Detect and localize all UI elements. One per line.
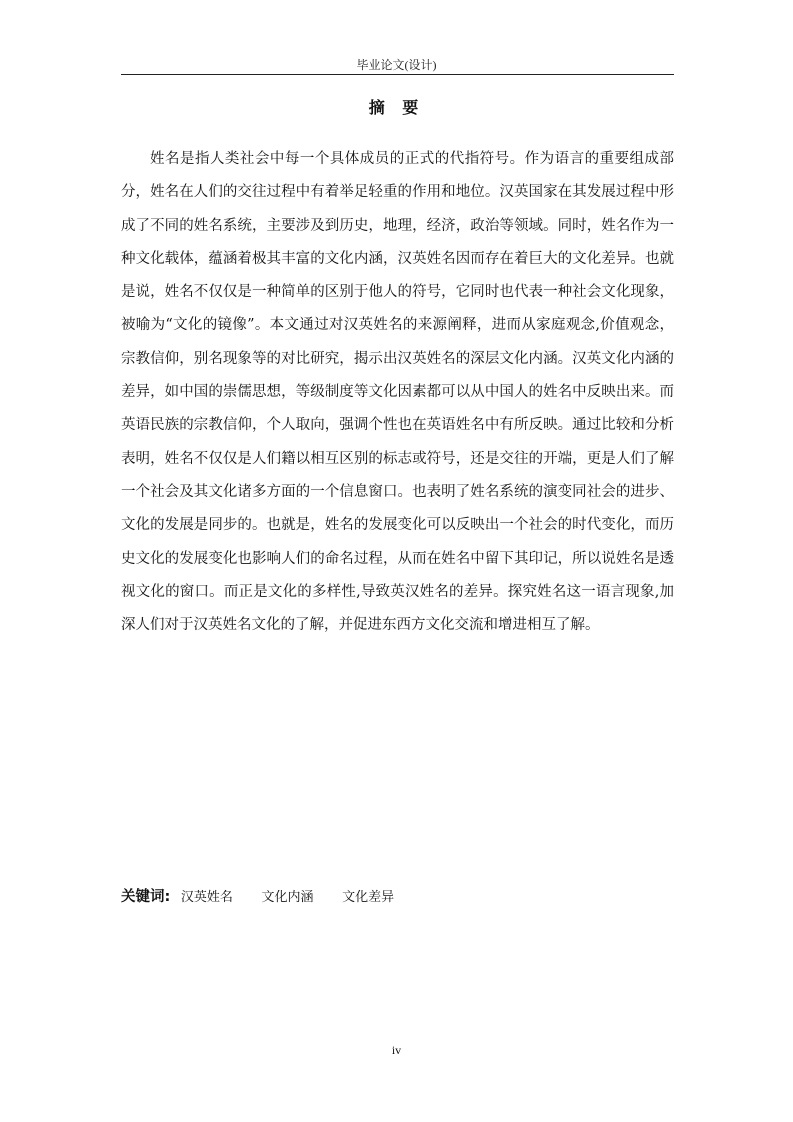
abstract-body: 姓名是指人类社会中每一个具体成员的正式的代指符号。作为语言的重要组成部分，姓名在人们的交往过程中有着举足轻重的作用和地位。汉英国家在其发展过程中形成了不同的姓名系统，主要涉及到历史，地理，经济，政治等领域。同时，姓名作为一种文化载体，蕴涵着极其丰富的文化内涵，汉英姓名因而存在着巨大的文化差异。也就是说，姓名不仅仅是一种简单的区别于他人的符号，它同时也代表一种社会文化现象，被喻为“文化的镜像”。本文通过对汉英姓名的来源阐释，进而从家庭观念,价值观念，宗教信仰，别名现象等的对比研究，揭示出汉英姓名的深层文化内涵。汉英文化内涵的差异，如中国的崇儒思想，等级制度等文化因素都可以从中国人的姓名中反映出来。而英语民族的宗教信仰，个人取向，强调个性也在英语姓名中有所反映。通过比较和分析表明，姓名不仅仅是人们籍以相互区别的标志或符号，还是交往的开端，更是人们了解一个社会及其文化诸多方面的一个信息窗口。也表明了姓名系统的演变同社会的进步、文化的发展是同步的。也就是，姓名的发展变化可以反映出一个社会的时代变化，而历史文化的发展变化也影响人们的命名过程，从而在姓名中留下其印记，所以说姓名是透视文化的窗口。而正是文化的多样性,导致英汉姓名的差异。探究姓名这一语言现象,加深人们对于汉英姓名文化的了解，并促进东西方文化交流和增进相互了解。 <box>121 151 674 634</box>
abstract-title: 摘 要 <box>368 98 425 117</box>
running-header: 毕业论文(设计) <box>356 58 437 72</box>
keyword-item: 汉英姓名 <box>180 890 233 905</box>
keyword-item: 文化差异 <box>342 890 395 905</box>
page-number: iv <box>391 1043 402 1057</box>
keyword-item: 文化内涵 <box>261 890 314 905</box>
keywords-line <box>121 885 418 906</box>
keywords-label: 关键词: <box>121 889 171 905</box>
header-divider <box>121 74 674 75</box>
